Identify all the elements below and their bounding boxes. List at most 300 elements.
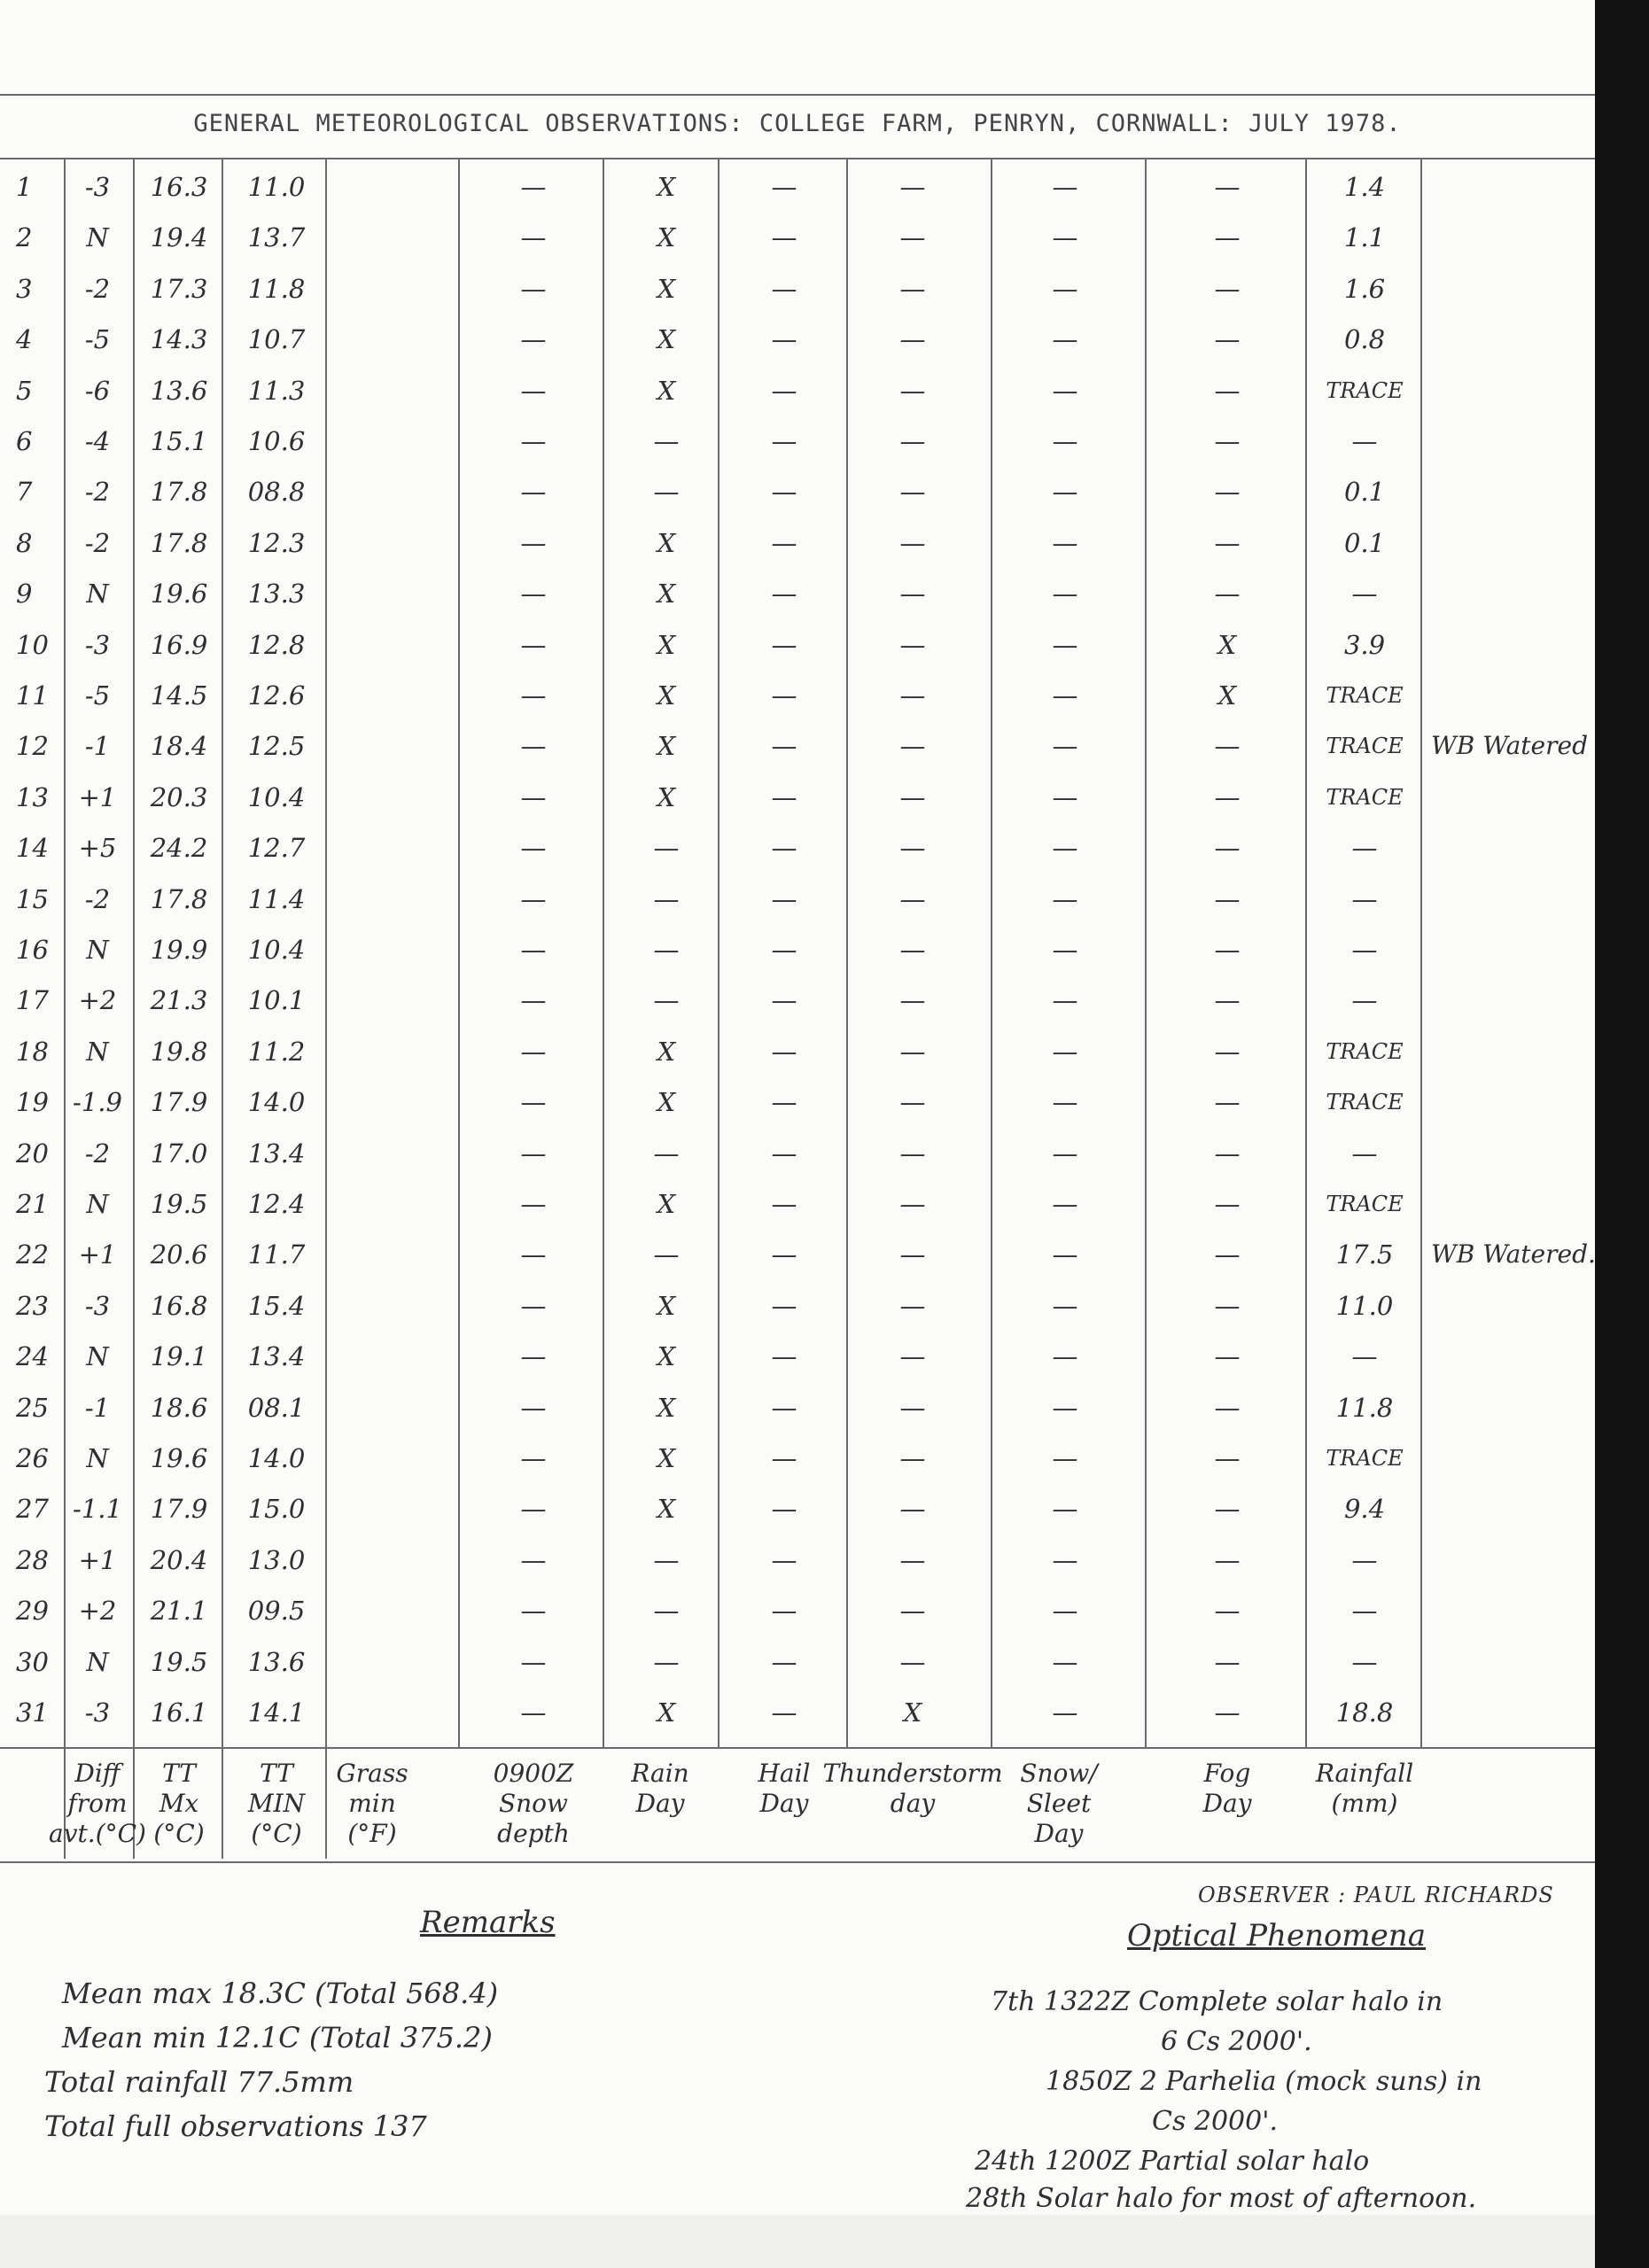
cell-tmin: 15.0 [247, 1494, 306, 1524]
cell-hail-day: — [771, 477, 797, 507]
cell-fog-day: — [1214, 222, 1241, 252]
cell-rain-day: X [657, 1037, 676, 1067]
cell-snow-depth: — [520, 172, 547, 202]
cell-tmin: 12.5 [247, 731, 306, 761]
cell-rain-day: X [657, 528, 676, 558]
cell-rain-day: X [657, 680, 676, 711]
rule-header-bottom [0, 1861, 1595, 1863]
cell-tmin: 11.8 [247, 274, 306, 304]
cell-diff: -6 [84, 376, 111, 406]
cell-day: 13 [16, 782, 49, 812]
cell-tmax: 17.9 [150, 1087, 208, 1117]
cell-day: 30 [16, 1647, 49, 1677]
cell-rain-day: — [653, 426, 680, 456]
cell-rain-day: X [657, 731, 676, 761]
cell-diff: N [86, 1037, 109, 1067]
cell-fog-day: — [1214, 1087, 1241, 1117]
cell-hail-day: — [771, 172, 797, 202]
cell-tmax: 19.5 [150, 1647, 208, 1677]
col-line [1420, 158, 1422, 1748]
cell-thunder-day: — [899, 680, 926, 711]
cell-day: 28 [16, 1545, 49, 1575]
cell-day: 19 [16, 1087, 49, 1117]
cell-snow-depth: — [520, 1443, 547, 1473]
cell-tmin: 15.4 [247, 1291, 306, 1321]
cell-tmin: 12.4 [247, 1189, 306, 1219]
cell-day: 12 [16, 731, 49, 761]
cell-tmax: 17.8 [150, 477, 208, 507]
cell-fog-day: — [1214, 274, 1241, 304]
cell-rain-day: X [657, 630, 676, 660]
cell-fog-day: — [1214, 477, 1241, 507]
cell-diff: N [86, 579, 109, 609]
cell-tmin: 11.7 [247, 1239, 306, 1270]
optical-line: 6 Cs 2000'. [1161, 2026, 1312, 2057]
cell-hail-day: — [771, 528, 797, 558]
cell-day: 18 [16, 1037, 49, 1067]
cell-rain-day: X [657, 782, 676, 812]
cell-diff: N [86, 1341, 109, 1371]
cell-fog-day: — [1214, 1239, 1241, 1270]
cell-diff: +1 [78, 782, 117, 812]
cell-rainfall: 11.0 [1335, 1291, 1394, 1321]
cell-hail-day: — [771, 1291, 797, 1321]
cell-snow-sleet-day: — [1052, 985, 1078, 1015]
cell-thunder-day: — [899, 1596, 926, 1626]
cell-rainfall: — [1351, 1647, 1378, 1677]
cell-note: WB Watered. [1431, 1239, 1596, 1269]
cell-rainfall: 1.4 [1343, 172, 1386, 202]
cell-fog-day: — [1214, 731, 1241, 761]
cell-rain-day: X [657, 1087, 676, 1117]
cell-fog-day: — [1214, 935, 1241, 965]
cell-thunder-day: — [899, 172, 926, 202]
cell-diff: +1 [78, 1545, 117, 1575]
cell-thunder-day: — [899, 579, 926, 609]
cell-snow-sleet-day: — [1052, 1697, 1078, 1728]
cell-day: 21 [16, 1189, 49, 1219]
cell-rainfall: — [1351, 1596, 1378, 1626]
cell-snow-depth: — [520, 680, 547, 711]
cell-rain-day: X [657, 222, 676, 252]
cell-diff: -2 [84, 528, 111, 558]
cell-fog-day: X [1217, 630, 1237, 660]
cell-day: 5 [16, 376, 33, 406]
cell-fog-day: — [1214, 1596, 1241, 1626]
cell-diff: -3 [84, 172, 111, 202]
cell-tmax: 19.9 [150, 935, 208, 965]
cell-snow-depth: — [520, 528, 547, 558]
cell-rainfall: 0.1 [1343, 477, 1386, 507]
header-diff: Diff from avt.(°C) [49, 1759, 146, 1848]
cell-tmax: 18.6 [150, 1393, 208, 1423]
cell-snow-depth: — [520, 1239, 547, 1270]
optical-line: 28th Solar halo for most of afternoon. [966, 2183, 1477, 2214]
cell-snow-sleet-day: — [1052, 172, 1078, 202]
cell-tmax: 13.6 [150, 376, 208, 406]
cell-note: WB Watered [1431, 731, 1588, 760]
cell-snow-sleet-day: — [1052, 1138, 1078, 1169]
cell-tmin: 08.1 [247, 1393, 306, 1423]
cell-day: 24 [16, 1341, 49, 1371]
cell-thunder-day: — [899, 630, 926, 660]
cell-fog-day: — [1214, 172, 1241, 202]
cell-thunder-day: — [899, 274, 926, 304]
cell-tmax: 19.6 [150, 579, 208, 609]
cell-thunder-day: — [899, 324, 926, 354]
cell-snow-sleet-day: — [1052, 1647, 1078, 1677]
cell-hail-day: — [771, 1494, 797, 1524]
cell-snow-sleet-day: — [1052, 426, 1078, 456]
cell-rainfall: TRACE [1326, 1039, 1404, 1064]
cell-day: 15 [16, 884, 49, 914]
cell-fog-day: — [1214, 1697, 1241, 1728]
page-title: GENERAL METEOROLOGICAL OBSERVATIONS: COLLEGE FARM, PENRYN, CORNWALL: JULY 1978. [193, 110, 1402, 137]
cell-diff: +5 [78, 833, 117, 863]
col-line [64, 158, 66, 1859]
cell-fog-day: — [1214, 1037, 1241, 1067]
cell-fog-day: X [1217, 680, 1237, 711]
cell-tmax: 18.4 [150, 731, 208, 761]
cell-hail-day: — [771, 426, 797, 456]
cell-day: 22 [16, 1239, 49, 1270]
cell-fog-day: — [1214, 579, 1241, 609]
cell-thunder-day: — [899, 222, 926, 252]
cell-hail-day: — [771, 222, 797, 252]
cell-fog-day: — [1214, 985, 1241, 1015]
cell-thunder-day: — [899, 1138, 926, 1169]
cell-rain-day: X [657, 1697, 676, 1728]
cell-rain-day: — [653, 935, 680, 965]
remark-line: Mean max 18.3C (Total 568.4) [62, 1977, 499, 2010]
cell-tmin: 13.4 [247, 1341, 306, 1371]
cell-day: 10 [16, 630, 49, 660]
cell-hail-day: — [771, 324, 797, 354]
cell-hail-day: — [771, 274, 797, 304]
cell-day: 4 [16, 324, 33, 354]
cell-diff: -2 [84, 884, 111, 914]
header-snow-sleet-day: Snow/ Sleet Day [1020, 1759, 1098, 1848]
cell-rain-day: — [653, 1596, 680, 1626]
cell-snow-depth: — [520, 1087, 547, 1117]
cell-tmax: 20.3 [150, 782, 208, 812]
cell-tmin: 10.1 [247, 985, 306, 1015]
cell-snow-sleet-day: — [1052, 324, 1078, 354]
cell-tmin: 10.4 [247, 935, 306, 965]
cell-snow-sleet-day: — [1052, 1341, 1078, 1371]
cell-tmax: 16.1 [150, 1697, 208, 1728]
col-line [718, 158, 719, 1748]
cell-tmax: 16.8 [150, 1291, 208, 1321]
cell-hail-day: — [771, 985, 797, 1015]
cell-snow-sleet-day: — [1052, 782, 1078, 812]
cell-tmax: 16.3 [150, 172, 208, 202]
cell-tmax: 17.9 [150, 1494, 208, 1524]
cell-tmin: 10.4 [247, 782, 306, 812]
cell-fog-day: — [1214, 1341, 1241, 1371]
cell-diff: -3 [84, 1697, 111, 1728]
cell-tmax: 16.9 [150, 630, 208, 660]
cell-rainfall: — [1351, 935, 1378, 965]
cell-diff: -1.9 [73, 1087, 122, 1117]
cell-snow-sleet-day: — [1052, 274, 1078, 304]
cell-day: 3 [16, 274, 33, 304]
cell-snow-sleet-day: — [1052, 935, 1078, 965]
cell-tmin: 12.3 [247, 528, 306, 558]
cell-hail-day: — [771, 1037, 797, 1067]
cell-tmax: 19.5 [150, 1189, 208, 1219]
header-rain-day: Rain Day [631, 1759, 689, 1818]
cell-rainfall: TRACE [1326, 378, 1404, 403]
cell-rain-day: — [653, 1138, 680, 1169]
cell-day: 26 [16, 1443, 49, 1473]
cell-tmax: 21.3 [150, 985, 208, 1015]
cell-thunder-day: — [899, 833, 926, 863]
cell-snow-depth: — [520, 1494, 547, 1524]
cell-rainfall: TRACE [1326, 683, 1404, 708]
cell-tmin: 14.0 [247, 1443, 306, 1473]
cell-rain-day: — [653, 1239, 680, 1270]
cell-snow-depth: — [520, 884, 547, 914]
cell-snow-depth: — [520, 1189, 547, 1219]
cell-snow-depth: — [520, 324, 547, 354]
optical-line: 24th 1200Z Partial solar halo [975, 2146, 1370, 2177]
header-rainfall: Rainfall (mm) [1315, 1759, 1414, 1818]
cell-tmax: 14.3 [150, 324, 208, 354]
cell-hail-day: — [771, 1393, 797, 1423]
cell-snow-depth: — [520, 935, 547, 965]
cell-fog-day: — [1214, 1189, 1241, 1219]
cell-hail-day: — [771, 1138, 797, 1169]
cell-day: 23 [16, 1291, 49, 1321]
cell-snow-depth: — [520, 782, 547, 812]
cell-tmin: 12.6 [247, 680, 306, 711]
cell-tmax: 15.1 [150, 426, 208, 456]
cell-snow-depth: — [520, 1037, 547, 1067]
header-tmin: TT MIN (°C) [247, 1759, 306, 1848]
cell-tmin: 12.8 [247, 630, 306, 660]
header-fog-day: Fog Day [1202, 1759, 1252, 1818]
cell-snow-depth: — [520, 985, 547, 1015]
cell-rain-day: X [657, 1189, 676, 1219]
cell-snow-depth: — [520, 1138, 547, 1169]
cell-snow-sleet-day: — [1052, 1596, 1078, 1626]
cell-snow-sleet-day: — [1052, 528, 1078, 558]
col-line [846, 158, 848, 1748]
col-line [222, 158, 223, 1859]
cell-fog-day: — [1214, 1494, 1241, 1524]
cell-diff: -2 [84, 1138, 111, 1169]
cell-hail-day: — [771, 1545, 797, 1575]
cell-fog-day: — [1214, 1138, 1241, 1169]
cell-tmax: 14.5 [150, 680, 208, 711]
cell-rainfall: 9.4 [1343, 1494, 1386, 1524]
cell-snow-depth: — [520, 579, 547, 609]
cell-day: 25 [16, 1393, 49, 1423]
cell-rainfall: — [1351, 1545, 1378, 1575]
cell-snow-depth: — [520, 274, 547, 304]
cell-snow-depth: — [520, 731, 547, 761]
cell-fog-day: — [1214, 1545, 1241, 1575]
cell-tmin: 10.7 [247, 324, 306, 354]
col-line [325, 158, 327, 1859]
cell-day: 6 [16, 426, 33, 456]
cell-day: 2 [16, 222, 33, 252]
cell-tmax: 19.4 [150, 222, 208, 252]
cell-hail-day: — [771, 1087, 797, 1117]
cell-thunder-day: — [899, 1545, 926, 1575]
cell-rain-day: X [657, 274, 676, 304]
cell-snow-depth: — [520, 833, 547, 863]
cell-rain-day: X [657, 1291, 676, 1321]
cell-diff: +2 [78, 985, 117, 1015]
cell-thunder-day: — [899, 376, 926, 406]
cell-tmin: 14.1 [247, 1697, 306, 1728]
cell-snow-depth: — [520, 1596, 547, 1626]
cell-thunder-day: — [899, 731, 926, 761]
cell-diff: -2 [84, 274, 111, 304]
cell-thunder-day: — [899, 1037, 926, 1067]
cell-tmin: 13.4 [247, 1138, 306, 1169]
cell-tmax: 19.1 [150, 1341, 208, 1371]
rule-top [0, 94, 1595, 96]
cell-hail-day: — [771, 782, 797, 812]
cell-fog-day: — [1214, 1393, 1241, 1423]
cell-fog-day: — [1214, 833, 1241, 863]
cell-snow-sleet-day: — [1052, 731, 1078, 761]
remark-line: Total rainfall 77.5mm [44, 2065, 354, 2099]
cell-diff: -4 [84, 426, 111, 456]
cell-snow-depth: — [520, 1341, 547, 1371]
cell-thunder-day: — [899, 1291, 926, 1321]
cell-thunder-day: — [899, 1647, 926, 1677]
cell-tmin: 12.7 [247, 833, 306, 863]
cell-snow-sleet-day: — [1052, 630, 1078, 660]
cell-snow-depth: — [520, 477, 547, 507]
cell-snow-sleet-day: — [1052, 1443, 1078, 1473]
cell-diff: -1 [84, 1393, 111, 1423]
cell-day: 16 [16, 935, 49, 965]
col-line [458, 158, 460, 1748]
cell-tmin: 13.6 [247, 1647, 306, 1677]
cell-rain-day: X [657, 376, 676, 406]
cell-hail-day: — [771, 1697, 797, 1728]
cell-snow-sleet-day: — [1052, 1291, 1078, 1321]
cell-snow-depth: — [520, 1647, 547, 1677]
remark-line: Mean min 12.1C (Total 375.2) [62, 2021, 493, 2054]
rule-table-bottom [0, 1747, 1595, 1749]
cell-snow-depth: — [520, 630, 547, 660]
cell-hail-day: — [771, 1189, 797, 1219]
cell-rainfall: TRACE [1326, 1090, 1404, 1115]
cell-tmax: 17.8 [150, 884, 208, 914]
cell-thunder-day: — [899, 782, 926, 812]
cell-rain-day: X [657, 172, 676, 202]
cell-snow-sleet-day: — [1052, 1545, 1078, 1575]
cell-snow-depth: — [520, 426, 547, 456]
cell-day: 1 [16, 172, 33, 202]
cell-hail-day: — [771, 731, 797, 761]
cell-hail-day: — [771, 884, 797, 914]
cell-diff: N [86, 222, 109, 252]
cell-snow-sleet-day: — [1052, 1189, 1078, 1219]
cell-day: 20 [16, 1138, 49, 1169]
cell-rainfall: — [1351, 985, 1378, 1015]
cell-fog-day: — [1214, 376, 1241, 406]
cell-thunder-day: — [899, 884, 926, 914]
cell-rain-day: X [657, 579, 676, 609]
cell-snow-sleet-day: — [1052, 1037, 1078, 1067]
cell-tmax: 20.6 [150, 1239, 208, 1270]
cell-snow-sleet-day: — [1052, 1087, 1078, 1117]
remark-line: Total full observations 137 [44, 2109, 427, 2143]
cell-tmax: 24.2 [150, 833, 208, 863]
cell-tmax: 21.1 [150, 1596, 208, 1626]
cell-hail-day: — [771, 376, 797, 406]
cell-fog-day: — [1214, 884, 1241, 914]
cell-tmin: 14.0 [247, 1087, 306, 1117]
cell-tmax: 19.6 [150, 1443, 208, 1473]
cell-rainfall: 18.8 [1335, 1697, 1394, 1728]
cell-thunder-day: — [899, 1239, 926, 1270]
cell-diff: +1 [78, 1239, 117, 1270]
cell-rain-day: — [653, 1545, 680, 1575]
cell-hail-day: — [771, 1443, 797, 1473]
cell-diff: -3 [84, 630, 111, 660]
cell-tmax: 19.8 [150, 1037, 208, 1067]
cell-diff: N [86, 1189, 109, 1219]
cell-snow-sleet-day: — [1052, 579, 1078, 609]
cell-hail-day: — [771, 630, 797, 660]
cell-day: 17 [16, 985, 49, 1015]
cell-day: 8 [16, 528, 33, 558]
cell-diff: +2 [78, 1596, 117, 1626]
cell-rainfall: TRACE [1326, 734, 1404, 758]
cell-fog-day: — [1214, 426, 1241, 456]
cell-rain-day: X [657, 1443, 676, 1473]
col-line [1145, 158, 1147, 1748]
cell-hail-day: — [771, 579, 797, 609]
cell-rainfall: TRACE [1326, 785, 1404, 810]
remarks-title: Remarks [420, 1905, 556, 1940]
cell-rainfall: — [1351, 579, 1378, 609]
cell-rain-day: — [653, 1647, 680, 1677]
cell-tmax: 17.3 [150, 274, 208, 304]
cell-day: 27 [16, 1494, 49, 1524]
cell-hail-day: — [771, 680, 797, 711]
cell-rainfall: 1.6 [1343, 274, 1386, 304]
cell-tmax: 20.4 [150, 1545, 208, 1575]
cell-thunder-day: — [899, 426, 926, 456]
cell-snow-sleet-day: — [1052, 477, 1078, 507]
cell-snow-sleet-day: — [1052, 884, 1078, 914]
cell-rain-day: — [653, 477, 680, 507]
cell-tmin: 11.0 [247, 172, 306, 202]
cell-rainfall: — [1351, 1138, 1378, 1169]
cell-tmin: 11.3 [247, 376, 306, 406]
cell-diff: -5 [84, 324, 111, 354]
cell-rain-day: — [653, 833, 680, 863]
cell-tmax: 17.8 [150, 528, 208, 558]
cell-fog-day: — [1214, 1443, 1241, 1473]
cell-thunder-day: — [899, 985, 926, 1015]
cell-day: 9 [16, 579, 33, 609]
cell-hail-day: — [771, 833, 797, 863]
header-hail-day: Hail Day [758, 1759, 811, 1818]
cell-tmin: 11.4 [247, 884, 306, 914]
observer-label: OBSERVER : PAUL RICHARDS [1198, 1883, 1554, 1907]
cell-thunder-day: — [899, 477, 926, 507]
